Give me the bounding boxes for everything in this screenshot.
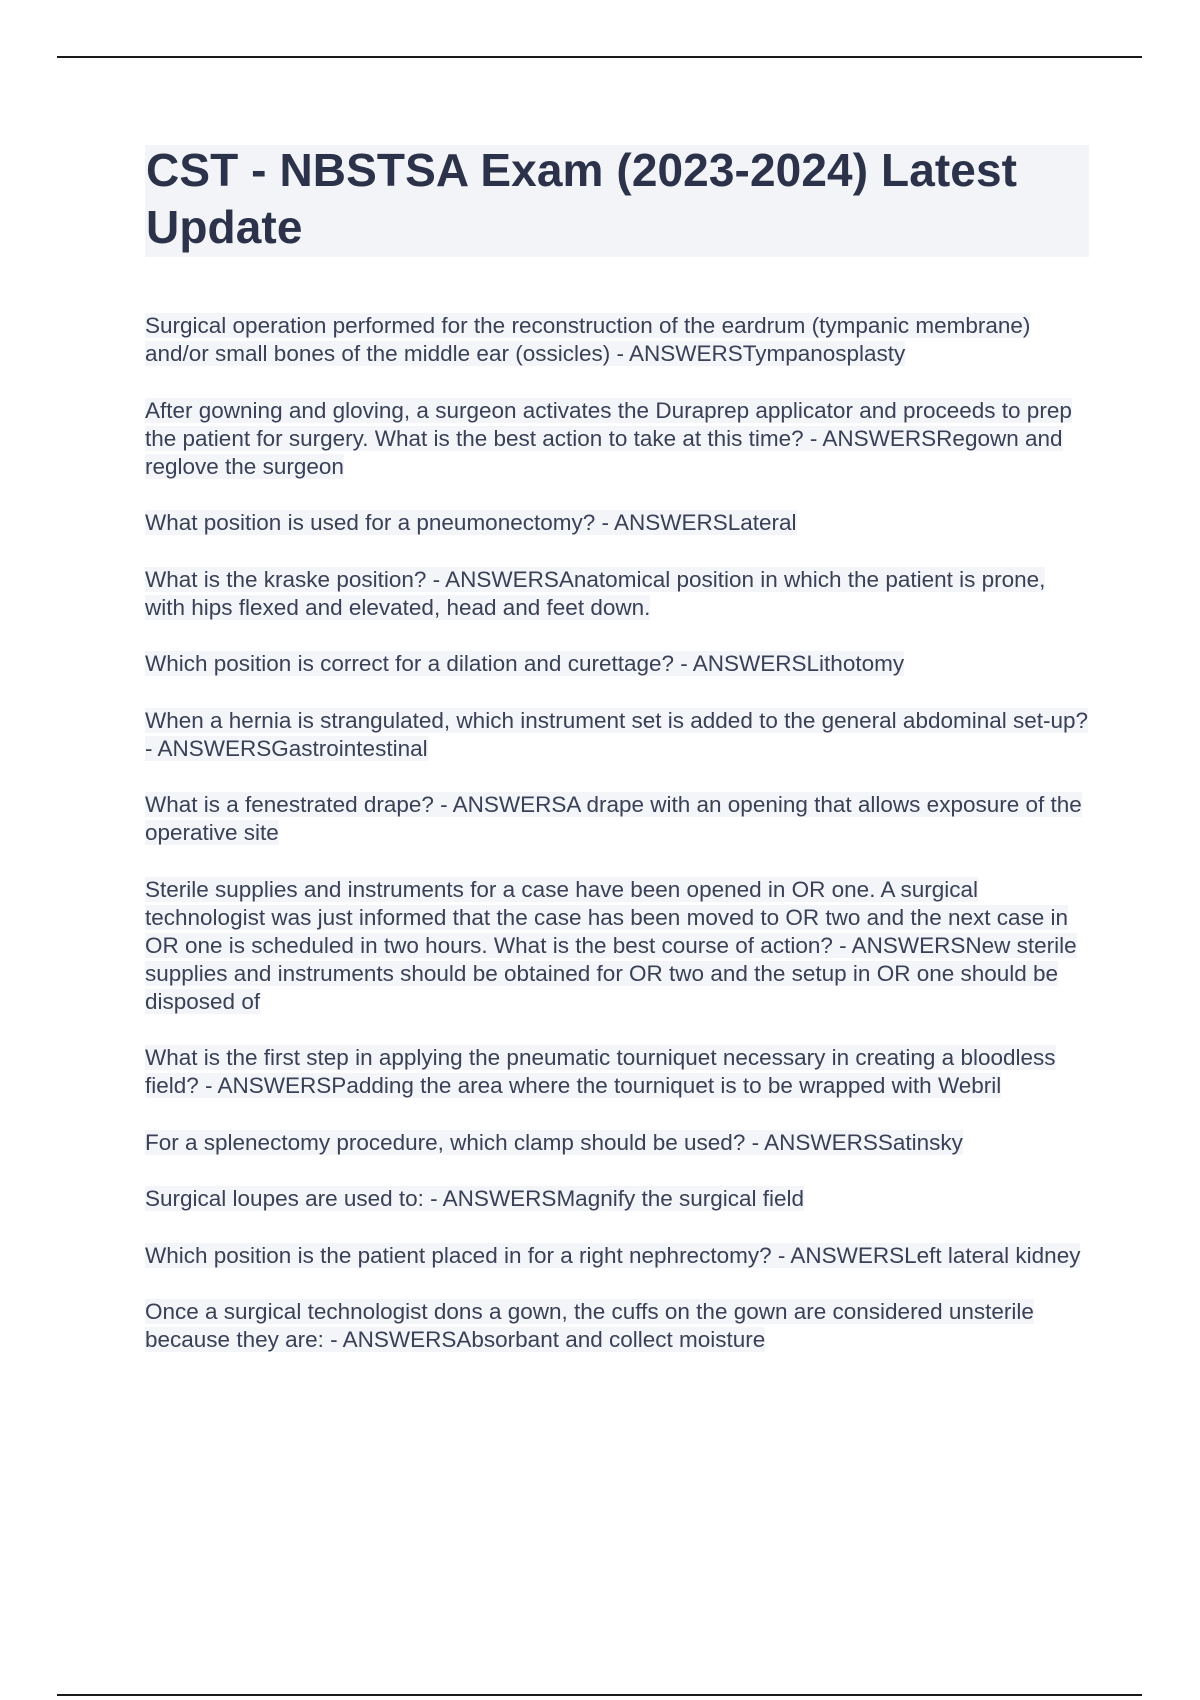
qa-text: Which position is the patient placed in for a right nephrectomy? - ANSWERSLeft lateral kidney — [145, 1242, 1081, 1268]
qa-text: What is the kraske position? - ANSWERSAnatomical position in which the patient is prone, with hips flexed and elevated, head and feet down. — [145, 566, 1046, 620]
bottom-rule — [57, 1694, 1142, 1696]
qa-item — [145, 650, 1090, 678]
qa-item — [145, 707, 1090, 763]
qa-item — [145, 1044, 1090, 1100]
qa-text: After gowning and gloving, a surgeon activates the Duraprep applicator and proceeds to prep the patient for surgery. What is the best action to take at this time? - ANSWERSRegown and reglove the surgeon — [145, 397, 1072, 479]
qa-text: What is the first step in applying the pneumatic tourniquet necessary in creating a bloodless field? - ANSWERSPadding the area where the tourniquet is to be wrapped with Webril — [145, 1045, 1056, 1098]
qa-item — [145, 509, 1090, 537]
qa-list — [145, 312, 1090, 1383]
qa-text: Surgical loupes are used to: - ANSWERSMagnify the surgical field — [145, 1186, 805, 1211]
qa-text: Which position is correct for a dilation and curettage? - ANSWERSLithotomy — [145, 651, 905, 676]
qa-item — [145, 1298, 1090, 1354]
qa-item — [145, 876, 1090, 1016]
qa-item — [145, 791, 1090, 847]
qa-item — [145, 397, 1090, 481]
qa-item — [145, 1129, 1090, 1157]
qa-text: What is a fenestrated drape? - ANSWERSA drape with an opening that allows exposure of the operative site — [145, 792, 1082, 845]
document-title: CST - NBSTSA Exam (2023-2024) Latest Update — [146, 144, 1018, 253]
qa-text: Sterile supplies and instruments for a case have been opened in OR one. A surgical technologist was just informed that the case has been moved to OR two and the next case in OR one is scheduled in two hours. What is the best course of action? - ANSWERSNew sterile supplies and instruments should be obtained for OR two and the setup in OR one should be disposed of — [145, 876, 1077, 1014]
qa-text: What position is used for a pneumonectomy? - ANSWERSLateral — [145, 510, 797, 535]
qa-text: Surgical operation performed for the reconstruction of the eardrum (tympanic membrane) and/or small bones of the middle ear (ossicles) - ANSWERSTympanosplasty — [145, 313, 1031, 366]
qa-item — [145, 566, 1090, 622]
qa-item — [145, 1185, 1090, 1213]
qa-item — [145, 312, 1090, 368]
qa-text: Once a surgical technologist dons a gown, the cuffs on the gown are considered unsterile because they are: - ANSWERSAbsorbant and collect moisture — [145, 1299, 1034, 1352]
qa-text: For a splenectomy procedure, which clamp should be used? - ANSWERSSatinsky — [145, 1129, 963, 1155]
qa-text: When a hernia is strangulated, which instrument set is added to the general abdominal set-up? - ANSWERSGastrointestinal — [145, 707, 1089, 761]
qa-item — [145, 1242, 1090, 1270]
top-rule — [57, 56, 1142, 58]
